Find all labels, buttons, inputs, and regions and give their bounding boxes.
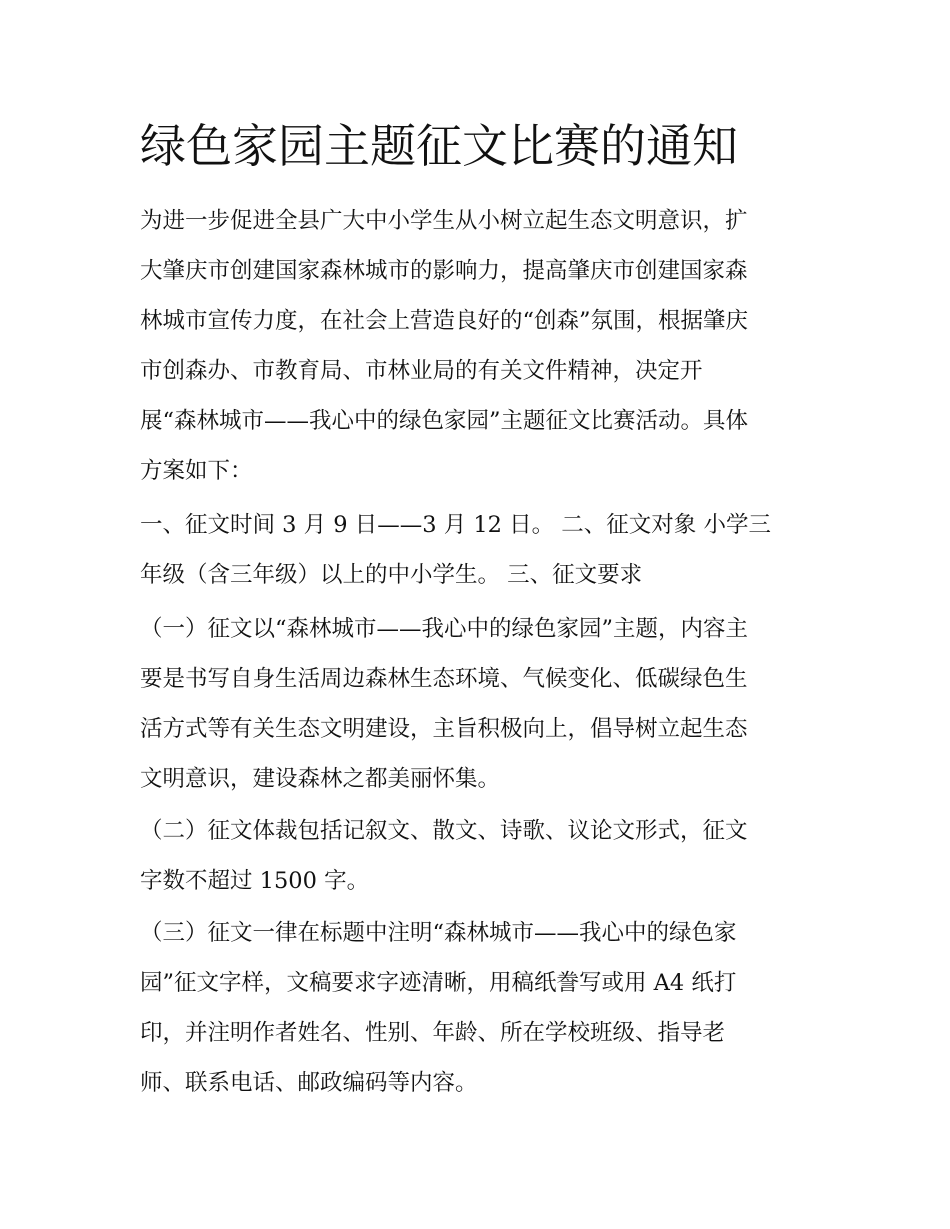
body-line: 园”征文字样，文稿要求字迹清晰，用稿纸誊写或用 A4 纸打 [140,970,737,996]
body-line: 要是书写自身生活周边森林生态环境、气候变化、低碳绿色生 [140,666,748,692]
body-line: 大肇庆市创建国家森林城市的影响力，提高肇庆市创建国家森 [140,258,748,284]
body-line: 年级（含三年级）以上的中小学生。 三、征文要求 [140,562,643,588]
body-line: 林城市宣传力度，在社会上营造良好的“创森”氛围，根据肇庆 [140,308,749,334]
body-line: 市创森办、市教育局、市林业局的有关文件精神，决定开 [140,358,703,384]
body-line: 方案如下： [140,458,253,484]
body-line: 师、联系电话、邮政编码等内容。 [140,1070,478,1096]
body-line: 一、征文时间 3 月 9 日——3 月 12 日。 二、征文对象 小学三 [140,512,771,538]
body-line: （二）征文体裁包括记叙文、散文、诗歌、议论文形式，征文 [140,818,748,844]
document-title: 绿色家园主题征文比赛的通知 [140,119,738,173]
body-line: （一）征文以“森林城市——我心中的绿色家园”主题，内容主 [140,616,749,642]
body-line: 展“森林城市——我心中的绿色家园”主题征文比赛活动。具体 [140,408,749,434]
body-line: 文明意识，建设森林之都美丽怀集。 [140,766,501,792]
body-line: 字数不超过 1500 字。 [140,868,370,894]
body-line: （三）征文一律在标题中注明“森林城市——我心中的绿色家 [140,920,737,946]
body-line: 为进一步促进全县广大中小学生从小树立起生态文明意识，扩 [140,208,748,234]
body-line: 印，并注明作者姓名、性别、年龄、所在学校班级、指导老 [140,1020,726,1046]
body-line: 活方式等有关生态文明建设，主旨积极向上，倡导树立起生态 [140,716,748,742]
